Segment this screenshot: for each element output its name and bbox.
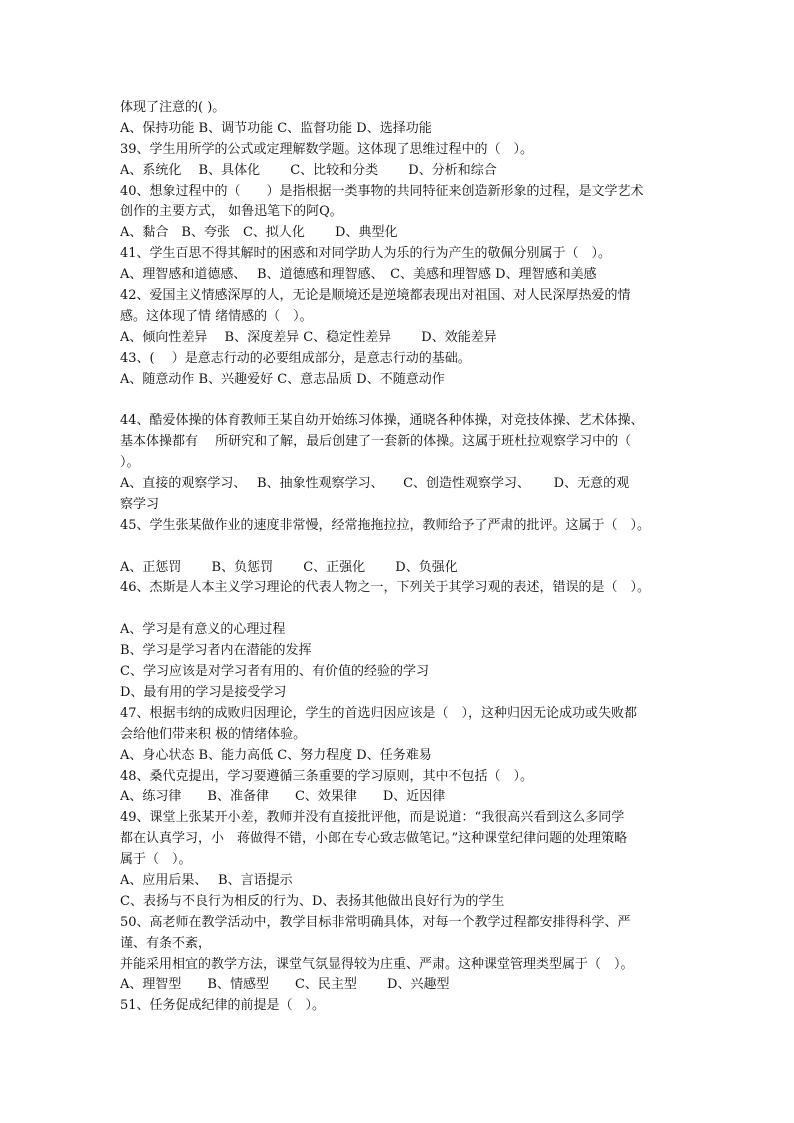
question-50: 50、高老师在教学活动中，教学目标非常明确具体，对每一个教学过程都安排得科学、严 (120, 914, 631, 930)
options-39: A、系统化 B、具体化 C、比较和分类 D、分析和综合 (120, 162, 497, 178)
question-39: 39、学生用所学的公式或定理解数学题。这体现了思维过程中的（ ）。 (120, 141, 534, 157)
option-46-d: D、最有用的学习是接受学习 (120, 684, 287, 700)
options-44: A、直接的观察学习、 B、抽象性观察学习、 C、创造性观察学习、 D、无意的观 (120, 476, 630, 492)
question-40: 40、想象过程中的（ ）是指根据一类事物的共同特征来创造新形象的过程，是文学艺术 (120, 183, 644, 199)
text-line: 感。这体现了情 绪情感的（ ）。 (120, 308, 313, 324)
document-page (120, 98, 680, 1017)
option-46-c: C、学习应该是对学习者有用的、有价值的经验的学习 (120, 664, 429, 680)
options-43: A、随意动作 B、兴趣爱好 C、意志品质 D、不随意动作 (120, 371, 445, 387)
text-line: 会给他们带来积 极的情绪体验。 (120, 726, 307, 742)
text-line: ）。 (120, 455, 140, 471)
question-47: 47、根据韦纳的成败归因理论，学生的首选归因应该是（ ），这种归因无论成功或失败都 (120, 705, 638, 721)
text-line: 体现了注意的( )。 (120, 100, 226, 115)
options-50: A、理智型 B、情感型 C、民主型 D、兴趣型 (120, 977, 450, 993)
question-44: 44、酷爱体操的体育教师王某自幼开始练习体操，通晓各种体操，对竞技体操、艺术体操、 (120, 413, 644, 429)
question-51: 51、任务促成纪律的前提是（ ）。 (120, 998, 326, 1014)
blank-line (120, 390, 680, 411)
question-42: 42、爱国主义情感深厚的人，无论是顺境还是逆境都表现出对祖国、对人民深厚热爱的情 (120, 288, 631, 304)
blank-line (120, 537, 680, 558)
blank-line (120, 599, 680, 620)
question-45: 45、学生张某做作业的速度非常慢，经常拖拖拉拉，教师给予了严肃的批评。这属于（ ）。 (120, 517, 651, 533)
question-43: 43、( ）是意志行动的必要组成部分，是意志行动的基础。 (120, 350, 471, 366)
question-41: 41、学生百思不得其解时的困惑和对同学助人为乐的行为产生的敬佩分别属于（ ）。 (120, 246, 612, 262)
text-line: 基本体操都有 所研究和了解，最后创建了一套新的体操。这属于班杜拉观察学习中的（ (120, 434, 632, 450)
question-49: 49、课堂上张某开小差，教师并没有直接批评他，而是说道：“我很高兴看到这么多同学 (120, 810, 625, 826)
text-line: 并能采用相宜的教学方法，课堂气氛显得较为庄重、严肃。这种课堂管理类型属于（ ）。 (120, 956, 634, 972)
options-41: A、理智感和道德感、 B、道德感和理智感、 C、美感和理智感 D、理智感和美感 (120, 267, 597, 283)
options-42: A、倾向性差异 B、深度差异 C、稳定性差异 D、效能差异 (120, 329, 497, 345)
question-48: 48、桑代克提出，学习要遵循三条重要的学习原则，其中不包括（ ）。 (120, 768, 534, 784)
options-48: A、练习律 B、准备律 C、效果律 D、近因律 (120, 789, 446, 805)
options-40: A、黏合 B、夸张 C、拟人化 D、典型化 (120, 225, 398, 241)
option-46-b: B、学习是学习者内在潜能的发挥 (120, 643, 312, 659)
options-45: A、正惩罚 B、负惩罚 C、正强化 D、负强化 (120, 559, 458, 575)
question-46: 46、杰斯是人本主义学习理论的代表人物之一，下列关于其学习观的表述，错误的是（ ）。 (120, 580, 651, 596)
options-47: A、身心状态 B、能力高低 C、努力程度 D、任务难易 (120, 747, 432, 763)
text-line: A、保持功能 B、调节功能 C、监督功能 D、选择功能 (120, 120, 432, 136)
text-line: 属于（ ）。 (120, 852, 192, 868)
text-line: 察学习 (120, 496, 160, 512)
options-49-cd: C、表扬与不良行为相反的行为、D、表扬其他做出良好行为的学生 (120, 893, 505, 909)
text-line: 创作的主要方式， 如鲁迅笔下的阿Q。 (120, 204, 343, 220)
option-46-a: A、学习是有意义的心理过程 (120, 622, 286, 638)
options-49-ab: A、应用后果、 B、言语提示 (120, 872, 293, 888)
text-line: 谨、有条不紊， (120, 935, 212, 951)
text-line: 都在认真学习，小 蒋做得不错，小郎在专心致志做笔记。”这种课堂纪律问题的处理策略 (120, 831, 628, 847)
